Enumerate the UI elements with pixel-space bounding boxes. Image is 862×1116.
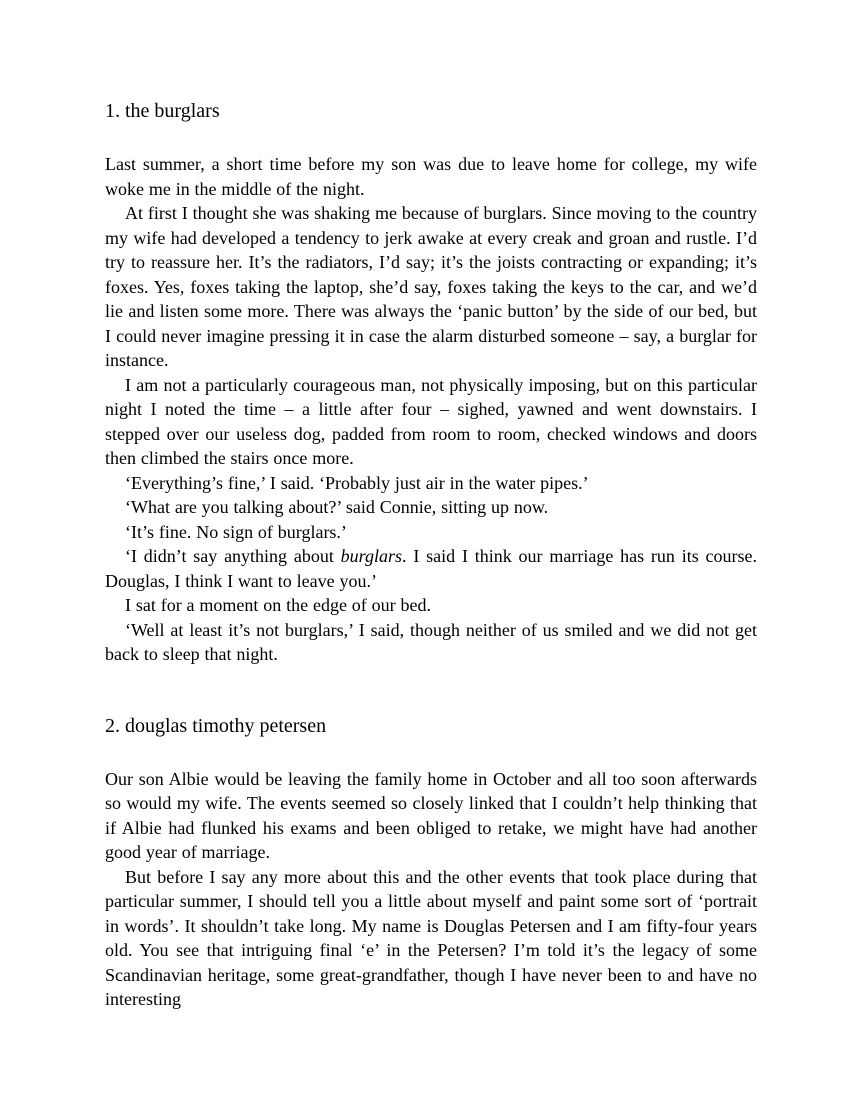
- paragraph: At first I thought she was shaking me because of burglars. Since moving to the country my wife had developed a tendency to jerk awake at every creak and groan and rustle. I’d try to reassure her. It’s the radiators, I’d say; it’s the joists contracting or expanding; it’s foxes. Yes, foxes taking the laptop, she’d say, foxes taking the keys to the car, and we’d lie and listen some more. There was always the ‘panic button’ by the side of our bed, but I could never imagine pressing it in case the alarm disturbed someone – say, a burglar for instance.: [105, 203, 757, 370]
- paragraph: I am not a particularly courageous man, not physically imposing, but on this particular night I noted the time – a little after four – sighed, yawned and went downstairs. I stepped over our useless dog, padded from room to room, checked windows and doors then climbed the stairs once more.: [105, 374, 757, 468]
- paragraph: ‘Well at least it’s not burglars,’ I said, though neither of us smiled and we did not get back to sleep that night.: [105, 619, 757, 664]
- paragraph: ‘Everything’s fine,’ I said. ‘Probably just air in the water pipes.’: [125, 472, 589, 493]
- chapter-heading: 1. the burglars: [105, 100, 220, 122]
- chapter-heading: 2. douglas timothy petersen: [105, 714, 327, 737]
- paragraph: Our son Albie would be leaving the family home in October and all too soon afterwards so would my wife. The events seemed so closely linked that I couldn’t help thinking that if Albie had flunked his exams and been obliged to retake, we might have had another good year of marriage.: [105, 768, 757, 862]
- italic-text: burglars: [340, 546, 403, 566]
- paragraph: But before I say any more about this and the other events that took place during that particular summer, I should tell you a little about myself and paint some sort of ‘portrait in words’. It shouldn’t take long. My name is Douglas Petersen and I am fifty-four years old. You see that intriguing final ‘e’ in the Petersen? I’m told it’s the legacy of some Scandinavian heritage, some great-grandfather, though I have never been to and have no interesting: [105, 866, 757, 1009]
- paragraph: ‘It’s fine. No sign of burglars.’: [125, 521, 347, 542]
- chapter-section: [105, 714, 757, 1012]
- paragraph: Last summer, a short time before my son was due to leave home for college, my wife woke me in the middle of the night.: [105, 154, 757, 199]
- paragraph: I sat for a moment on the edge of our bed.: [125, 595, 432, 615]
- book-text: [105, 99, 757, 1012]
- chapter-section: [105, 99, 757, 667]
- paragraph: ‘What are you talking about?’ said Connie, sitting up now.: [125, 497, 549, 517]
- paragraph: ‘I didn’t say anything about burglars. I said I think our marriage has run its course. Douglas, I think I want to leave you.’: [105, 546, 757, 591]
